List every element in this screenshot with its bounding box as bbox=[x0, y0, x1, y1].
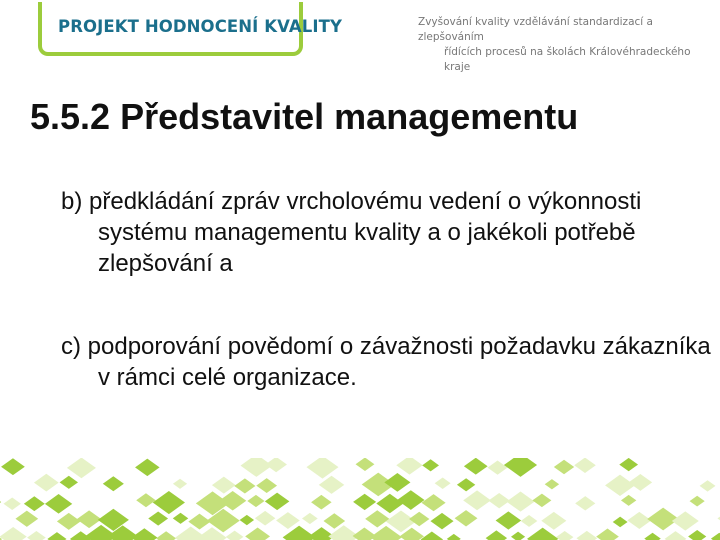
diamond-shape bbox=[545, 479, 559, 489]
diamond-shape bbox=[306, 458, 338, 479]
diamond-shape bbox=[486, 530, 507, 540]
diamond-shape bbox=[247, 495, 264, 507]
diamond-shape bbox=[574, 458, 596, 473]
diamond-shape bbox=[672, 511, 699, 530]
slide-body bbox=[61, 186, 711, 393]
diamond-shape bbox=[711, 533, 720, 540]
diamond-shape bbox=[27, 531, 46, 540]
diamond-shape bbox=[488, 461, 508, 475]
diamond-shape bbox=[103, 476, 124, 491]
diamond-shape bbox=[504, 458, 537, 477]
diamond-shape bbox=[153, 491, 185, 514]
diamond-shape bbox=[67, 458, 96, 478]
diamond-shape bbox=[148, 511, 168, 525]
diamond-shape bbox=[173, 479, 187, 489]
list-item-b: b) předkládání zpráv vrcholovému vedení o výkonnosti systému managementu kvality a o jakékoli potřebě zlepšování a bbox=[61, 188, 642, 277]
diamond-shape bbox=[541, 512, 566, 530]
diamond-shape bbox=[0, 527, 27, 540]
slide-title: 5.5.2 Představitel managementu bbox=[30, 96, 579, 137]
diamond-shape bbox=[596, 529, 619, 540]
diamond-shape bbox=[556, 531, 573, 540]
diamond-shape bbox=[700, 480, 716, 491]
diamond-shape bbox=[0, 495, 1, 508]
project-logo-text: PROJEKT HODNOCENÍ KVALITY bbox=[58, 17, 343, 36]
diamond-shape bbox=[690, 496, 705, 507]
diamond-shape bbox=[255, 511, 275, 526]
diamond-shape bbox=[276, 512, 300, 529]
diamond-shape bbox=[47, 532, 66, 540]
diamond-shape bbox=[496, 511, 522, 529]
diamond-shape bbox=[455, 510, 478, 526]
diamond-shape bbox=[77, 510, 102, 528]
diamond-shape bbox=[265, 458, 287, 472]
diamond-shape bbox=[241, 458, 273, 477]
diamond-shape bbox=[647, 508, 679, 531]
diamond-shape bbox=[605, 475, 635, 496]
diamond-shape bbox=[212, 477, 236, 494]
tagline-line-2: řídících procesů na školách Královéhradeckého kraje bbox=[444, 46, 691, 73]
diamond-shape bbox=[15, 511, 38, 527]
diamond-shape bbox=[135, 459, 160, 477]
diamond-shape bbox=[421, 531, 443, 540]
slide-header bbox=[0, 0, 720, 73]
diamond-shape bbox=[644, 533, 660, 540]
diamond-shape bbox=[45, 494, 72, 514]
diamond-shape bbox=[397, 490, 424, 510]
diamond-shape bbox=[506, 492, 534, 512]
diamond-shape bbox=[1, 458, 25, 475]
diamond-shape bbox=[226, 531, 244, 540]
diamond-shape bbox=[532, 494, 551, 508]
diamond-shape bbox=[188, 514, 210, 530]
diamond-shape bbox=[463, 490, 491, 510]
diamond-shape bbox=[422, 494, 446, 511]
list-item-c: c) podporování povědomí o závažnosti požadavku zákazníka v rámci celé organizace. bbox=[61, 333, 711, 391]
diamond-shape bbox=[619, 458, 638, 471]
diamond-shape bbox=[430, 513, 453, 530]
diamond-shape bbox=[136, 493, 155, 507]
diamond-shape bbox=[302, 513, 318, 524]
diamond-shape bbox=[511, 532, 525, 540]
diamond-shape bbox=[356, 458, 375, 471]
diamond-shape bbox=[376, 494, 403, 513]
diamond-shape bbox=[665, 531, 687, 540]
diamond-shape bbox=[57, 513, 81, 530]
diamond-shape bbox=[353, 494, 376, 510]
diamond-shape bbox=[256, 478, 277, 493]
diamond-shape bbox=[554, 460, 574, 475]
diamond-shape bbox=[457, 478, 475, 491]
diamond-shape bbox=[576, 531, 597, 540]
diamond-shape bbox=[3, 498, 20, 510]
diamond-shape bbox=[245, 528, 270, 540]
diamond-shape bbox=[396, 458, 422, 475]
diamond-shape bbox=[309, 527, 335, 540]
diamond-shape bbox=[464, 458, 488, 475]
diamond-shape bbox=[613, 517, 628, 528]
diamond-shape bbox=[521, 515, 538, 527]
diamond-shape bbox=[60, 476, 78, 489]
diamond-shape bbox=[575, 496, 595, 510]
tagline-line-1: Zvyšování kvality vzdělávání standardizací a zlepšováním bbox=[418, 16, 653, 43]
diamond-shape bbox=[447, 534, 461, 540]
green-diamond-pattern bbox=[0, 458, 720, 540]
diamond-shape bbox=[265, 493, 290, 511]
diamond-shape bbox=[234, 478, 255, 493]
diamond-shape bbox=[435, 478, 451, 489]
diamond-shape bbox=[365, 510, 389, 527]
diamond-shape bbox=[311, 495, 332, 510]
diamond-shape bbox=[488, 493, 510, 508]
diamond-shape bbox=[688, 530, 706, 540]
project-logo-box bbox=[38, 2, 343, 56]
diamond-shape bbox=[323, 513, 345, 528]
diamond-shape bbox=[240, 515, 254, 525]
diamond-shape bbox=[629, 474, 653, 491]
diamond-shape bbox=[173, 513, 189, 524]
diamond-shape bbox=[24, 496, 45, 511]
diamond-shape bbox=[156, 531, 176, 540]
diamond-shape bbox=[34, 474, 59, 492]
project-tagline bbox=[418, 15, 708, 75]
diamond-shape bbox=[131, 528, 157, 540]
diamond-shape bbox=[621, 495, 636, 506]
diamond-shape bbox=[422, 459, 439, 471]
diamond-shape bbox=[627, 512, 651, 529]
